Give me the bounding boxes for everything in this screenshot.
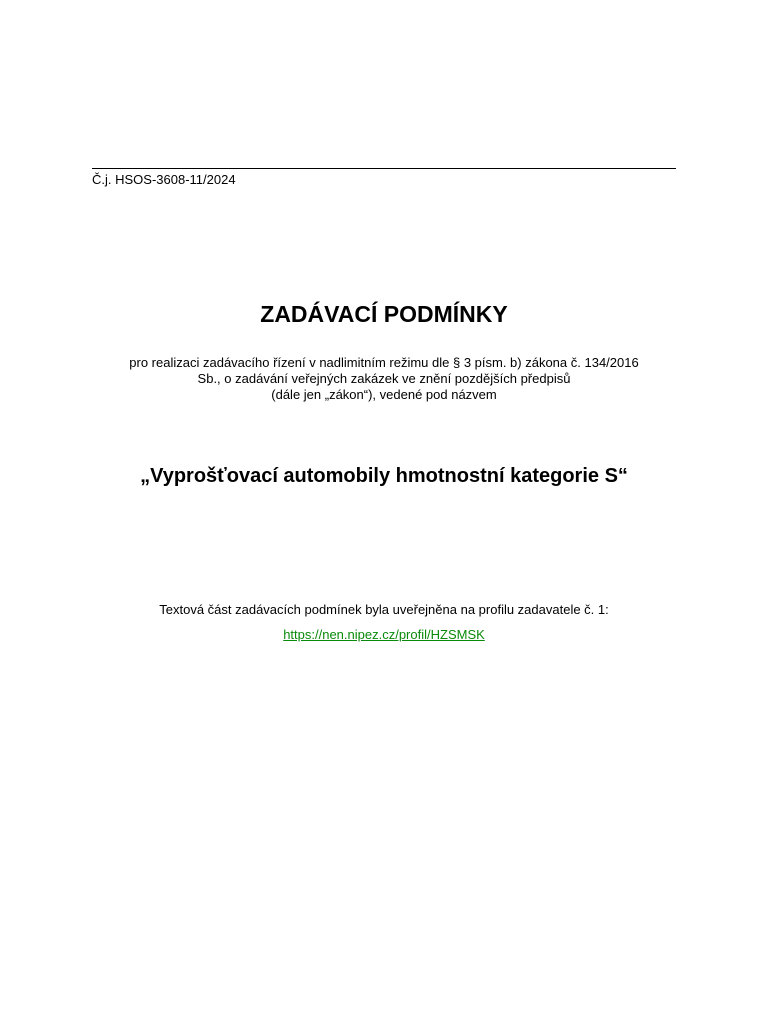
profile-link-line	[0, 627, 768, 643]
intro-paragraph	[84, 355, 684, 403]
document-title: ZADÁVACÍ PODMÍNKY	[260, 301, 508, 327]
header-rule	[92, 168, 676, 169]
profile-link[interactable]: https://nen.nipez.cz/profil/HZSMSK	[283, 627, 485, 642]
reference-number: Č.j. HSOS-3608-11/2024	[92, 172, 236, 187]
intro-line: Sb., o zadávání veřejných zakázek ve znění pozdějších předpisů	[197, 371, 571, 386]
publication-note: Textová část zadávacích podmínek byla uveřejněna na profilu zadavatele č. 1:	[159, 602, 609, 617]
contract-subject: „Vyprošťovací automobily hmotnostní kategorie S“	[140, 465, 628, 487]
intro-line: pro realizaci zadávacího řízení v nadlimitním režimu dle § 3 písm. b) zákona č. 134/2016	[129, 355, 639, 370]
intro-line: (dále jen „zákon“), vedené pod názvem	[271, 387, 497, 402]
